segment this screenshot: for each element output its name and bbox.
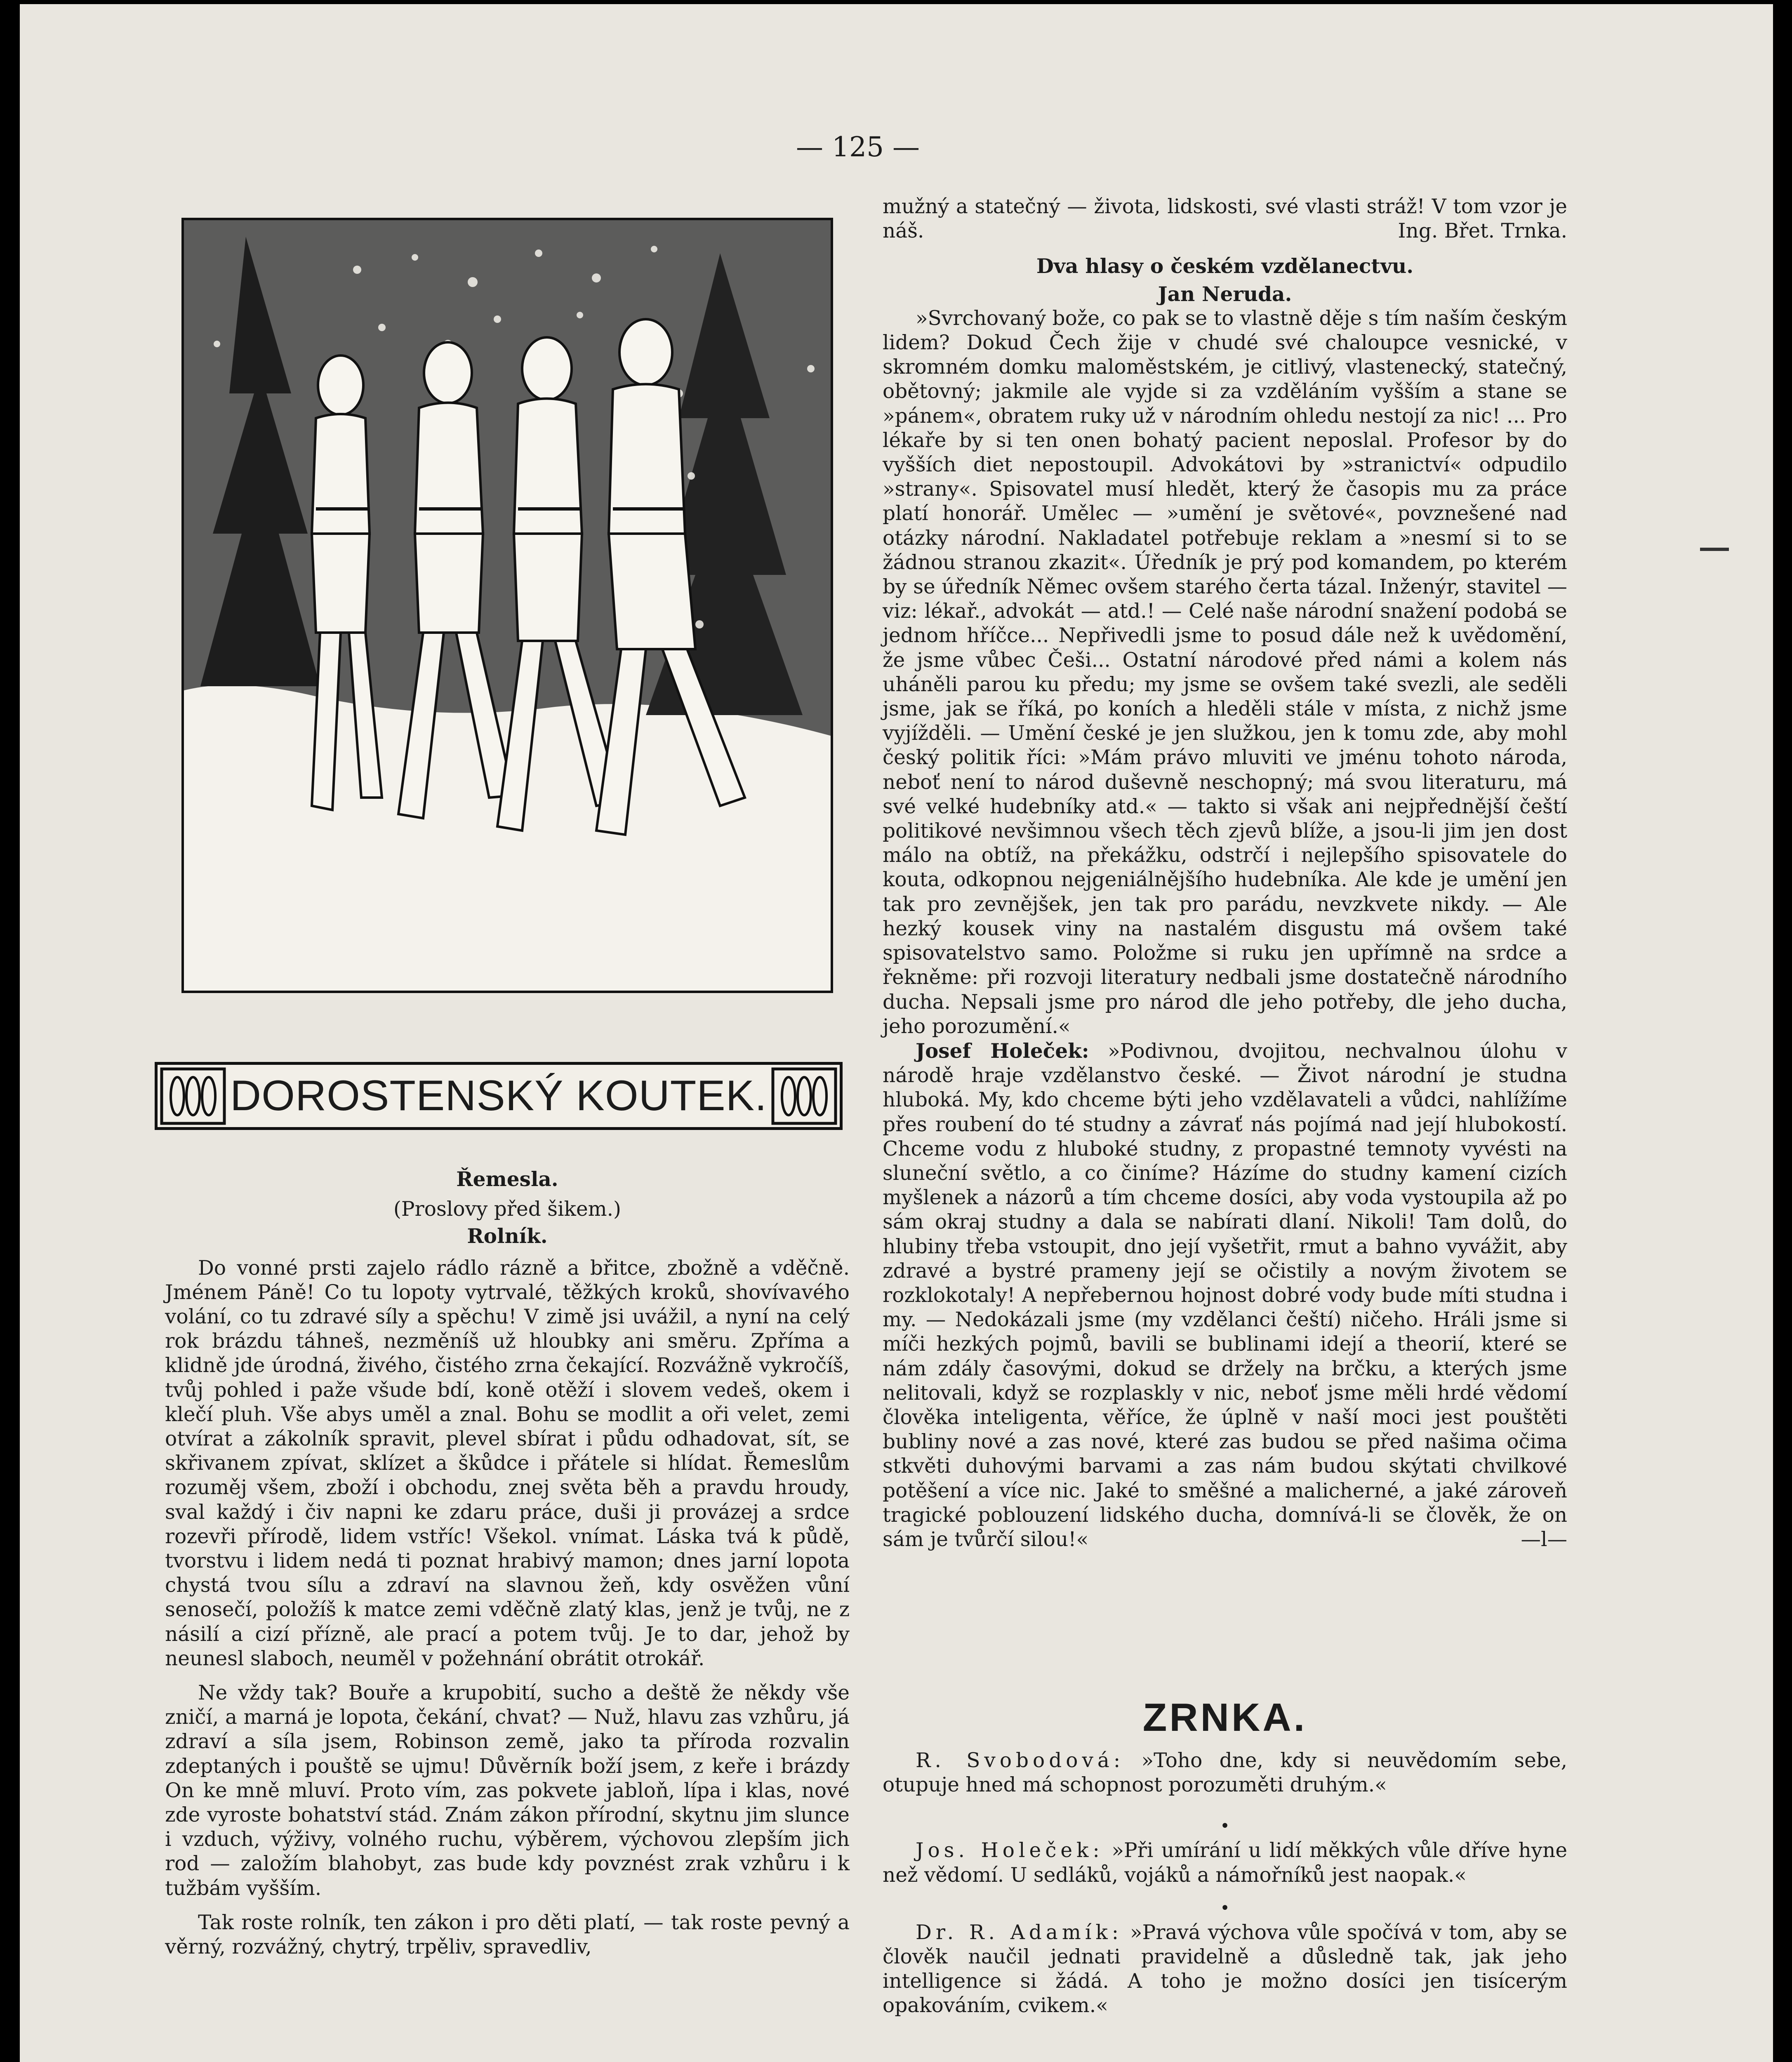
banner-ornament-left-icon (160, 1067, 226, 1125)
article-heading: Řemesla. (456, 1168, 558, 1191)
separator: • (1220, 1898, 1230, 1918)
four-boys-walking-forest-drawing (184, 220, 831, 991)
article-heading: Dva hlasy o českém vzdělanectvu. (1036, 254, 1414, 278)
quote-text: »Při umírání u lidí měkkých vůle dříve hyne než vědomí. U sedláků, vojáků a námořníků jest naopak.« (883, 1839, 1568, 1887)
banner-title: DOROSTENSKÝ KOUTEK. (230, 1072, 767, 1120)
signature: —l— (1521, 1528, 1567, 1551)
quote-text: »Toho dne, kdy si neuvědomím sebe, otupuje hned má schopnost porozuměti druhým.« (883, 1749, 1568, 1797)
paragraph: Ne vždy tak? Bouře a krupobití, sucho a deště že někdy vše zničí, a marná je lopota, čekání, chvat? — Nuž, hlavu zas vzhůru, já zdraví a síla jsem, Robinson země, jako ta příroda rozvalin zdeptaných i pouště se ujmu! Důvěrník boží jsem, z keře i brázdy On ke mně mluví. Proto vím, zas pokvete jabloň, lípa i klas, nové zde vyroste bohatství stád. Znám zákon přírodní, skytnu jim slunce i vzduch, výživy, volného ruchu, výběrem, výchovou zlepším jich rod — založím blahobyt, zas bude kdy povznést zrak vzhůru i k tužbám vyšším. (165, 1681, 850, 1900)
separator: • (1220, 1817, 1230, 1836)
paragraph: »Svrchovaný bože, co pak se to vlastně děje s tím naším českým lidem? Dokud Čech žije v chudé své chaloupce vesnické, v skromném domku maloměstském, je citlivý, vlastenecký, statečný, obětovný; jakmile ale vyjde si za vzděláním vyšším a stane se »pánem«, obratem ruky už v národním ohledu nestojí za nic! ... Pro lékaře by si ten onen bohatý pacient neposlal. Profesor by do vyšších diet nepostoupil. Advokátovi by »stranictví« odpudilo »strany«. Spisovatel musí hledět, který že časopis mu za práce platí honorář. Umělec — »umění je světové«, povznešené nad otázky národní. Nakladatel potřebuje reklam a »nesmí si to se žádnou stranou zkazit«. Úředník je prý pod komandem, po kterém by se úředník Němec ovšem starého čerta tázal. Inženýr, stavitel — viz: lékař., advokát — atd.! — Celé naše národní snažení podobá se jednom hříčce... Nepřivedli jsme to posud dále než k uvědomění, že jsme vůbec Češi... Ostatní národové před námi a kolem nás uháněli parou ku předu; my jsme se ovšem také svezli, ale seděli jsme, jak se říká, po koních a hleděli stále v místa, z nichž jsme vyjížděli. — Umění české je jen služkou, jen k tomu zde, aby mohl český politik říci: »Mám právo mluviti ve jménu tohoto národa, neboť není to národ duševně neschopný; má svou literaturu, má své velké hudebníky atd.« — takto si však ani nejpřednější čeští politikové nevšimnou všech těch zjevů blíže, a jsou-li jim jen dost málo na obtíž, na překážku, odstrčí i nejlepšího spisovatele do kouta, odkopnou nejgeniálnějšího hudebníka. Ale kde je umění jen tak pro zevnějšek, jen tak pro parádu, nevzkvete nikdy. — Ale hezký kousek viny na nastalém disgustu má ovšem také spisovatelstvo samo. Položme si ruku jen upřímně na srdce a řekněme: při rozvoji literatury nedbali jsme dostatečně národního ducha. Nepsali jsme pro národ dle jeho potřeby, dle jeho ducha, jeho porozumění.« (883, 306, 1567, 1038)
left-column (165, 1167, 850, 1959)
quote (883, 1838, 1567, 1887)
paragraph (883, 1039, 1567, 1552)
quote (883, 1749, 1567, 1797)
author-signature: Ing. Břet. Trnka. (1398, 219, 1567, 243)
illustration (181, 218, 833, 993)
continued-text (883, 195, 1567, 243)
quote-author: Dr. R. Adamík: (916, 1921, 1123, 1944)
author-name: Josef Holeček: (916, 1039, 1089, 1063)
page-number: — 125 — (796, 131, 920, 163)
section-title: Rolník. (467, 1224, 548, 1248)
paragraph: Do vonné prsti zajelo rádlo rázně a břitce, zbožně a vděčně. Jménem Páně! Co tu lopoty vytrvalé, těžkých kroků, shovívavého volání, co tu zdravé síly a spěchu! V zimě jsi uvážil, a nyní na celý rok brázdu táhneš, nezměníš už hloubky ani směru. Zpříma a klidně jde úrodná, živého, čistého zrna čekající. Rozvážně vykročíš, tvůj pohled i paže všude bdí, koně otěží i slovem vedeš, okem i klečí pluh. Vše abys uměl a znal. Bohu se modlit a oři velet, zemi otvírat a zákolník spravit, plevel sbírat i půdu odhadovat, sít, se skřivanem zpívat, sklízet a škůdce i přátele si hlídat. Řemeslům rozuměj všem, zboží i obchodu, znej světa běh a pravdu hroudy, sval každý i čiv napni ke zdaru práce, duši ji provázej a srdce rozevři přírodě, lidem vstříc! Všekol. vnímat. Láska tvá k půdě, tvorstvu i lidem nedá ti poznat hrabivý mamon; dnes jarní lopota chystá tvou sílu a zdraví na slavnou žeň, kdy osvěžen vůní senosečí, položíš k matce zemi vděčně zlatý klas, jenž je tvůj, ne z násilí a cizí přízně, ale prací a potem tvůj. Je to dar, jehož by neunesl slaboch, neuměl v požehnání obrátit otrokář. (165, 1256, 850, 1670)
continued-text-body: mužný a statečný — života, lidskosti, své vlasti stráž! V tom vzor je náš. (883, 195, 1567, 243)
margin-mark (1700, 548, 1729, 551)
section-banner (155, 1062, 843, 1130)
author-name: Jan Neruda. (1158, 282, 1292, 306)
paragraph: Tak roste rolník, ten zákon i pro děti platí, — tak roste pevný a věrný, rozvážný, chytrý, trpěliv, spravedliv, (165, 1911, 850, 1959)
banner-ornament-right-icon (771, 1067, 837, 1125)
quote-author: Jos. Holeček: (916, 1839, 1104, 1862)
article-subheading: (Proslovy před šikem.) (393, 1198, 621, 1221)
quote-text: »Pravá výchova vůle spočívá v tom, aby se člověk naučil jednati pravidelně a důsledně tak, jak jeho intelligence si žádá. A toho je možno dosíci jen tisícerým opakováním, cvikem.« (883, 1921, 1567, 2017)
quote-author: R. Svobodová: (916, 1749, 1125, 1772)
quote (883, 1921, 1567, 2018)
zrnka-title: ZRNKA. (1142, 1695, 1307, 1740)
zrnka-column (883, 1749, 1567, 2018)
right-column (883, 195, 1567, 1552)
quote-text: »Podivnou, dvojitou, nechvalnou úlohu v národě hraje vzdělanstvo české. — Život národní je studna hluboká. My, kdo chceme býti jeho vzdělavateli a vůdci, nahlížíme přes roubení do té studny a závrať nás pojímá nad její hlubokostí. Chceme vodu z hluboké studny, z propastné temnoty vyvésti na sluneční světlo, a co činíme? Házíme do studny kamení cizích myšlenek a názorů a tím chceme dosíci, aby voda vystoupila až po sám okraj studny a dala se nabírati dlaní. Nikoli! Tam dolů, do hlubiny třeba vstoupit, dno její vyšetřit, rmut a bahno vyvážit, aby zdravé a bystré prameny její se očistily a novým životem se rozklokotaly! A nepřebernou hojnost dobré vody bude míti studna i my. — Nedokázali jsme (my vzdělanci čeští) ničeho. Hráli jsme si míči hezkých pojmů, bavili se bublinami idejí a theorií, které se nám zdály časovými, dokud se držely na brčku, a kterých jsme nelitovali, když se rozplaskly v nic, neboť jsme měli hrdé vědomí člověka inteligenta, věříce, že úplně v naší moci jest pouštěti bubliny nové a zas nové, které zas budou se před našima očima stkvěti duhovými barvami a zas nám budou skýtati chvilkové potěšení a více nic. Jaké to směšné a malicherné, a jaké zároveň tragické poblouzení lidského ducha, domnívá-li se člověk, že on sám je tvůrčí silou!« (883, 1039, 1567, 1551)
